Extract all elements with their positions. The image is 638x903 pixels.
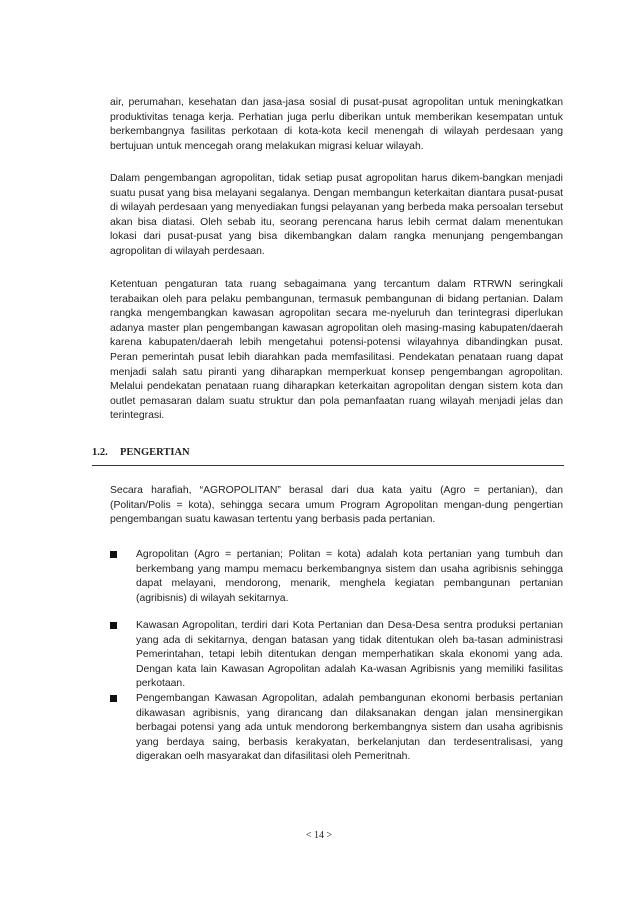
square-bullet-icon (110, 551, 117, 558)
paragraph-1: air, perumahan, kesehatan dan jasa-jasa sosial di pusat-pusat agropolitan untuk meningkatkan produktivitas tenaga kerja. Perhatian juga perlu diberikan untuk memberikan kesempatan untuk berkembangnya fasilitas perkotaan di kota-kota kecil menengah di wilayah perdesaan yang bertujuan untuk mencegah orang melakukan migrasi keluar wilayah. (110, 97, 563, 152)
bullet-item-pengembangan-kawasan (110, 692, 563, 765)
bullet-item-kawasan-agropolitan (110, 619, 563, 692)
bullet-text: Pengembangan Kawasan Agropolitan, adalah pembangunan ekonomi berbasis pertanian dikawasan agribisnis, yang dirancang dan dilaksanakan dengan jalan mensinergikan berbagai potensi yang ada untuk mendorong berkembangnya sistem dan usaha agribisnis yang berdaya saing, berbasis kerakyatan, berkelanjutan dan terdesentralisasi, yang digerakan oelh masyarakat dan difasilitasi oleh Pemeritnah. (136, 693, 563, 763)
square-bullet-icon (110, 695, 117, 702)
bullet-text: Kawasan Agropolitan, terdiri dari Kota Pertanian dan Desa-Desa sentra produksi pertanian yang ada di sekitarnya, dengan batasan yang tidak ditentukan oleh ba-tasan administrasi Pemerintahan, tetapi lebih ditentukan dengan memperhatikan skala ekonomi yang ada. Dengan kata lain Kawasan Agropolitan adalah Ka-wasan Agribisnis yang memiliki fasilitas perkotaan. (136, 620, 563, 690)
section-title: PENGERTIAN (120, 447, 190, 458)
bullet-item-agropolitan (110, 548, 563, 606)
section-heading (92, 447, 564, 466)
section-intro: Secara harafiah, “AGROPOLITAN” berasal dari dua kata yaitu (Agro = pertanian), dan (Politan/Polis = kota), sehingga secara umum Program Agropolitan mengan-dung pengertian pengembangan suatu kawasan tertentu yang berbasis pada pertanian. (110, 485, 563, 526)
square-bullet-icon (110, 622, 117, 629)
bullet-text: Agropolitan (Agro = pertanian; Politan = kota) adalah kota pertanian yang tumbuh dan berkembang yang mampu memacu berkembangnya sistem dan usaha agribisnis sehingga dapat melayani, mendorong, menarik, menghela kegiatan pembangunan pertanian (agribisnis) di wilayah sekitarnya. (136, 549, 563, 604)
page-number: < 14 > (305, 830, 333, 841)
paragraph-3: Ketentuan pengaturan tata ruang sebagaimana yang tercantum dalam RTRWN seringkali terabaikan oleh para pelaku pembangunan, termasuk pembangunan di bidang pertanian. Dalam rangka mengembangkan kawasan agropolitan secara me-nyeluruh dan terintegrasi diperlukan adanya master plan pengembangan kawasan agropolitan oleh masing-masing kabupaten/daerah karena kabupaten/daerah lebih mengetahui potensi-potensi wilayahnya dibandingkan pusat. Peran pemerintah pusat lebih diarahkan pada memfasilitasi. Pendekatan penataan ruang dapat menjadi salah satu piranti yang diharapkan memperkuat konsep pengembangan agropolitan. Melalui pendekatan penataan ruang diharapkan keterkaitan agropolitan dengan sistem kota dan outlet pemasaran dalam suatu struktur dan pola pemanfaatan ruang wilayah menjadi jelas dan terintegrasi. (110, 279, 563, 422)
paragraph-2: Dalam pengembangan agropolitan, tidak setiap pusat agropolitan harus dikem-bangkan menjadi suatu pusat yang bisa melayani segalanya. Dengan membangun keterkaitan diantara pusat-pusat di wilayah perdesaan yang menyediakan fungsi pelayanan yang berbeda maka persoalan tersebut akan bisa diatasi. Oleh sebab itu, seorang perencana harus lebih cermat dalam menentukan lokasi dari pusat-pusat yang bisa dikembangkan dalam rangka menunjang pengembangan agropolitan di wilayah perdesaan. (110, 173, 563, 257)
section-number: 1.2. (92, 447, 108, 458)
